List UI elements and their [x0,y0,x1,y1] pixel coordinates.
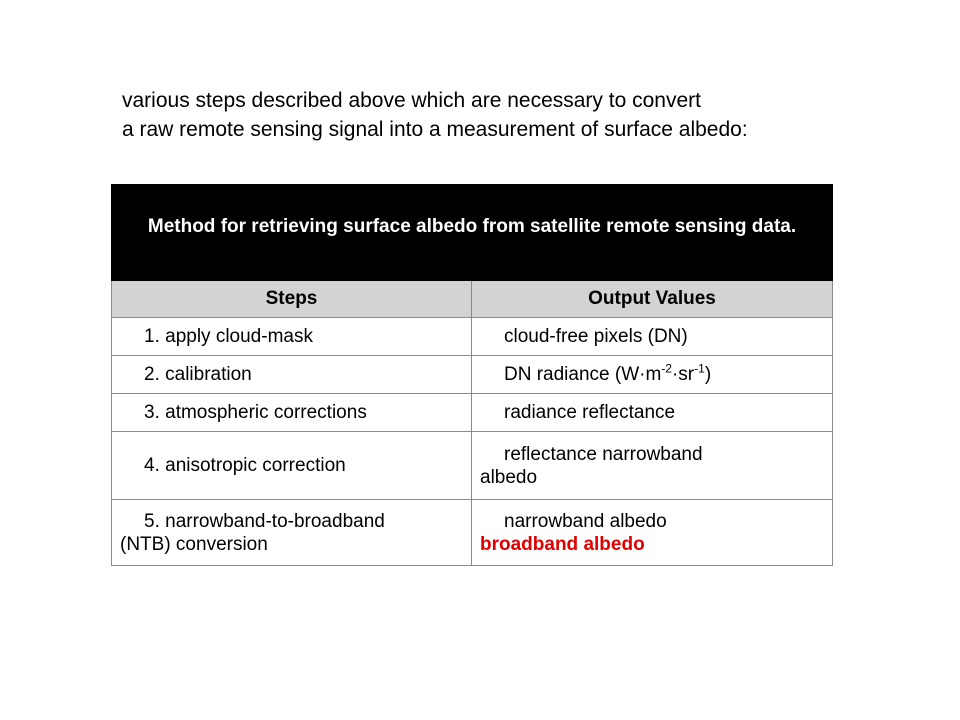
table-row [112,500,833,566]
output-text-continuation: albedo [480,466,538,488]
output-cell [472,318,833,356]
step-text-first-line: 5. narrowband-to-broadband [144,510,385,532]
step-cell [112,500,472,566]
column-header-steps: Steps [112,281,472,318]
output-cell [472,356,833,394]
output-text-first-line: reflectance narrowband [504,443,703,465]
output-text-main: DN radiance (W·m [504,364,662,385]
output-text-first-line: narrowband albedo [504,510,667,532]
table-title: Method for retrieving surface albedo from satellite remote sensing data. [112,185,833,281]
table-title-row [112,185,833,281]
intro-text [122,86,922,144]
output-text [480,361,712,385]
output-superscript-1: -2 [661,361,672,376]
output-text: cloud-free pixels (DN) [504,326,688,347]
step-text: 3. atmospheric corrections [144,402,367,423]
table-row [112,394,833,432]
step-cell [112,356,472,394]
step-text: 4. anisotropic correction [144,455,346,476]
output-text-mid: ·sr [671,364,695,385]
step-text-continuation: (NTB) conversion [120,533,268,555]
step-cell [112,318,472,356]
output-cell [472,432,833,500]
table-header-row [112,281,833,318]
table-row [112,356,833,394]
step-text: 2. calibration [144,364,252,385]
output-text-end: ) [704,364,712,385]
table-row [112,432,833,500]
intro-line-1: various steps described above which are necessary to convert [122,89,701,112]
step-cell [112,432,472,500]
output-superscript-2: -1 [694,361,705,376]
output-cell [472,500,833,566]
table-row [112,318,833,356]
intro-line-2: a raw remote sensing signal into a measurement of surface albedo: [122,118,748,141]
output-cell [472,394,833,432]
method-table [111,184,833,566]
column-header-output-values: Output Values [472,281,833,318]
output-text: radiance reflectance [504,402,676,423]
step-text: 1. apply cloud-mask [144,326,313,347]
output-highlight-text: broadband albedo [480,533,645,555]
step-cell [112,394,472,432]
